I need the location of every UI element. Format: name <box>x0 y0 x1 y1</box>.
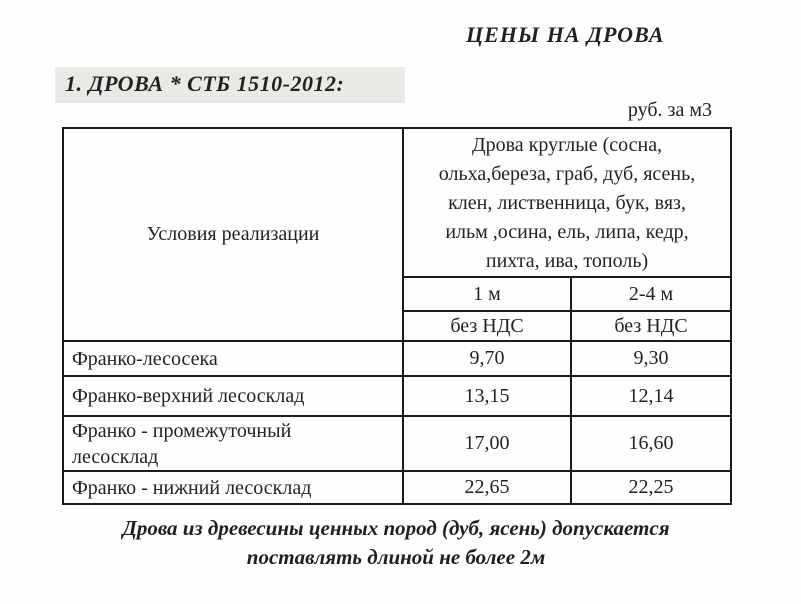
species-header-cell <box>403 128 731 277</box>
species-header-line: Дрова круглые (сосна, <box>471 134 663 156</box>
footnote <box>62 514 730 572</box>
length-header-2-4m: 2-4 м <box>571 277 731 311</box>
price-2-4m: 12,14 <box>571 376 731 416</box>
row-label: Франко-лесосека <box>63 341 403 376</box>
vat-header-1m: без НДС <box>403 311 571 341</box>
table-row <box>63 471 731 504</box>
price-table <box>62 127 732 505</box>
price-1m: 17,00 <box>403 416 571 471</box>
table-row <box>63 341 731 376</box>
price-1m: 13,15 <box>403 376 571 416</box>
footnote-line: поставлять длиной не более 2м <box>246 545 546 569</box>
section-heading: 1. ДРОВА * СТБ 1510-2012: <box>55 67 405 103</box>
conditions-header-cell: Условия реализации <box>63 128 403 341</box>
species-header-line: ильм ,осина, ель, липа, кедр, <box>445 221 689 243</box>
species-header-line: пихта, ива, тополь) <box>485 250 649 272</box>
table-header-row <box>63 128 731 277</box>
unit-note: руб. за м3 <box>627 99 712 121</box>
price-2-4m: 22,25 <box>571 471 731 504</box>
price-2-4m: 9,30 <box>571 341 731 376</box>
price-1m: 9,70 <box>403 341 571 376</box>
table-row <box>63 376 731 416</box>
table-row <box>63 416 731 471</box>
row-label: Франко - нижний лесосклад <box>63 471 403 504</box>
price-1m: 22,65 <box>403 471 571 504</box>
row-label-text: Франко - промежуточный лесосклад <box>72 419 292 468</box>
species-header-line: клен, лиственница, бук, вяз, <box>448 192 686 214</box>
vat-header-2-4m: без НДС <box>571 311 731 341</box>
footnote-line: Дрова из древесины ценных пород (дуб, ясень) допускается <box>122 516 670 540</box>
row-label: Франко-верхний лесосклад <box>63 376 403 416</box>
document-title: ЦЕНЫ НА ДРОВА <box>466 22 665 47</box>
row-label <box>63 416 403 471</box>
length-header-1m: 1 м <box>403 277 571 311</box>
price-2-4m: 16,60 <box>571 416 731 471</box>
species-header-line: ольха,береза, граб, дуб, ясень, <box>438 163 696 185</box>
